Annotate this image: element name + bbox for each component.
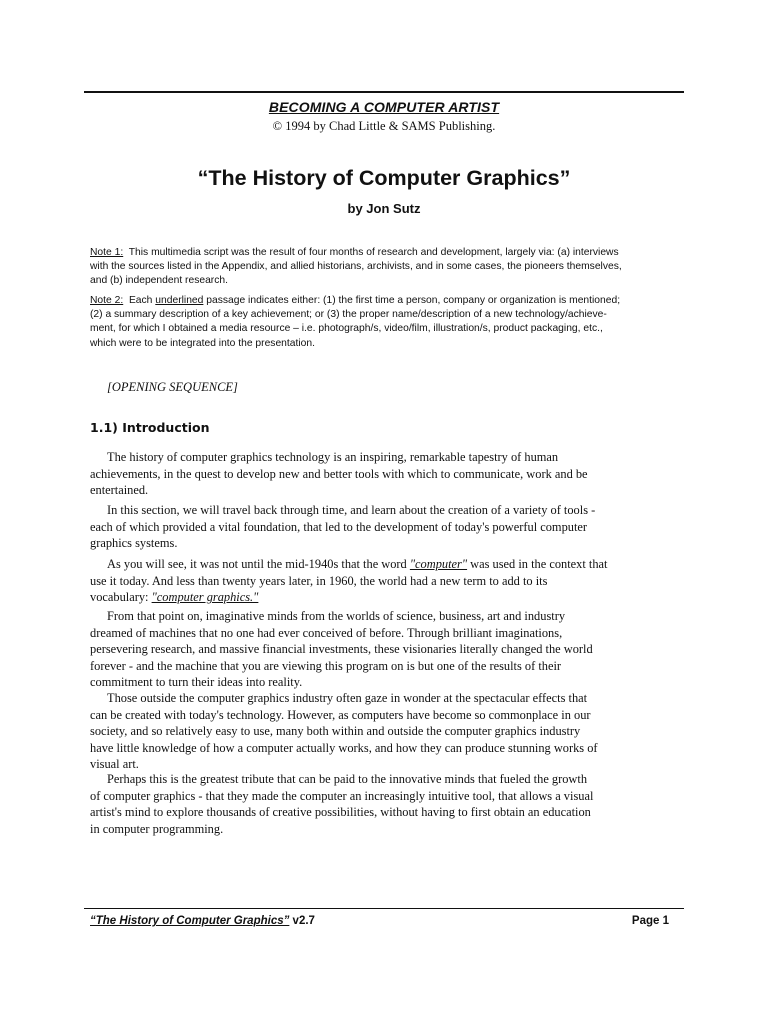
paragraph-5 (90, 690, 680, 773)
section-heading: 1.1) Introduction (90, 420, 210, 435)
computer-term: "computer" (409, 557, 468, 571)
copyright-line: © 1994 by Chad Little & SAMS Publishing. (272, 119, 496, 133)
paragraph-line: in computer programming. (90, 821, 224, 836)
note-2-line-3: ment, for which I obtained a media resource – i.e. photograph/s, video/film, illustration/s, product packaging, etc., (90, 323, 603, 335)
paragraph-line: visual art. (90, 757, 139, 772)
book-title: BECOMING A COMPUTER ARTIST (268, 99, 500, 115)
document-title: “The History of Computer Graphics” (197, 166, 571, 190)
footer-title-text: “The History of Computer Graphics” (90, 915, 290, 927)
note-1-line-2: with the sources listed in the Appendix, and allied historians, archivists, and in some cases, the pioneers themselves, (90, 261, 622, 273)
paragraph-3-post: was used in the context that (467, 557, 608, 571)
note-1-label: Note 1: (90, 247, 124, 258)
paragraph-line: commitment to turn their ideas into reality. (90, 675, 303, 690)
footer-rule (84, 908, 684, 909)
footer-doc-title (90, 915, 315, 927)
note-1 (90, 246, 680, 289)
paragraph-line: each of which provided a vital foundation, that led to the development of today's powerful computer (90, 519, 588, 534)
header-rule (84, 91, 684, 93)
paragraph-line: The history of computer graphics technology is an inspiring, remarkable tapestry of human (107, 450, 559, 464)
note-1-line-1 (90, 246, 680, 260)
paragraph-6 (90, 771, 680, 837)
note-2-lead: Each (128, 295, 153, 306)
paragraph-line (90, 556, 680, 573)
author-byline: by Jon Sutz (347, 201, 421, 216)
paragraph-line: society, and so relatively easy to use, many both within and outside the computer graphics industry (90, 724, 581, 739)
paragraph-line: use it today. And less than twenty years later, in 1960, the world had a new term to add to its (90, 573, 548, 588)
paragraph-line: have little knowledge of how a computer actually works, and how they can produce stunning works of (90, 740, 598, 755)
paragraph-line: In this section, we will travel back through time, and learn about the creation of a variety of tools - (107, 503, 596, 517)
paragraph-line: of computer graphics - that they made the computer an increasingly intuitive tool, that allows a visual (90, 788, 594, 803)
paragraph-line: can be created with today's technology. However, as computers have become so commonplace in our (90, 707, 591, 722)
paragraph-line: dreamed of machines that no one had ever conceived of before. Through brilliant imaginations, (90, 625, 563, 640)
paragraph-line: achievements, in the quest to develop new and better tools with which to communicate, work and be (90, 466, 588, 481)
paragraph-line: forever - and the machine that you are viewing this program on is but one of the results of their (90, 658, 562, 673)
note-1-line-3: and (b) independent research. (90, 275, 228, 287)
paragraph-line: entertained. (90, 483, 149, 498)
note-1-text-1: This multimedia script was the result of four months of research and development, largely via: (a) interviews (128, 247, 619, 258)
note-2-label: Note 2: (90, 295, 124, 306)
opening-sequence-label: [OPENING SEQUENCE] (107, 380, 238, 394)
note-2-line-2: (2) a summary description of a key achievement; or (3) the proper name/description of a new technology/achieve- (90, 309, 607, 321)
paragraph-1 (90, 449, 680, 499)
paragraph-line: artist's mind to explore thousands of creative possibilities, without having to first obtain an education (90, 805, 591, 820)
paragraph-3-pre: As you will see, it was not until the mid-1940s that the word (107, 557, 410, 571)
paragraph-line: graphics systems. (90, 536, 178, 551)
paragraph-line: From that point on, imaginative minds from the worlds of science, business, art and industry (107, 609, 566, 623)
paragraph-2 (90, 502, 680, 552)
paragraph-line: Perhaps this is the greatest tribute that can be paid to the innovative minds that fueled the growth (107, 772, 588, 786)
paragraph-line (90, 589, 680, 606)
page-number: Page 1 (631, 915, 669, 927)
note-2-underlined-word: underlined (155, 295, 204, 306)
paragraph-4 (90, 608, 680, 691)
paragraph-line: persevering research, and massive financial investments, these visionaries literally changed the world (90, 642, 593, 657)
note-2-line-4: which were to be integrated into the presentation. (90, 337, 315, 349)
note-2-line-1-rest: passage indicates either: (1) the first time a person, company or organization is mentioned; (206, 295, 621, 306)
note-2-line-1 (90, 294, 680, 308)
paragraph-3-vocab: vocabulary: (90, 590, 152, 605)
paragraph-line: Those outside the computer graphics industry often gaze in wonder at the spectacular effects that (107, 691, 588, 705)
computer-graphics-term: "computer graphics." (151, 590, 259, 605)
footer-version: v2.7 (289, 915, 315, 927)
note-2 (90, 294, 680, 351)
paragraph-3 (90, 556, 680, 606)
